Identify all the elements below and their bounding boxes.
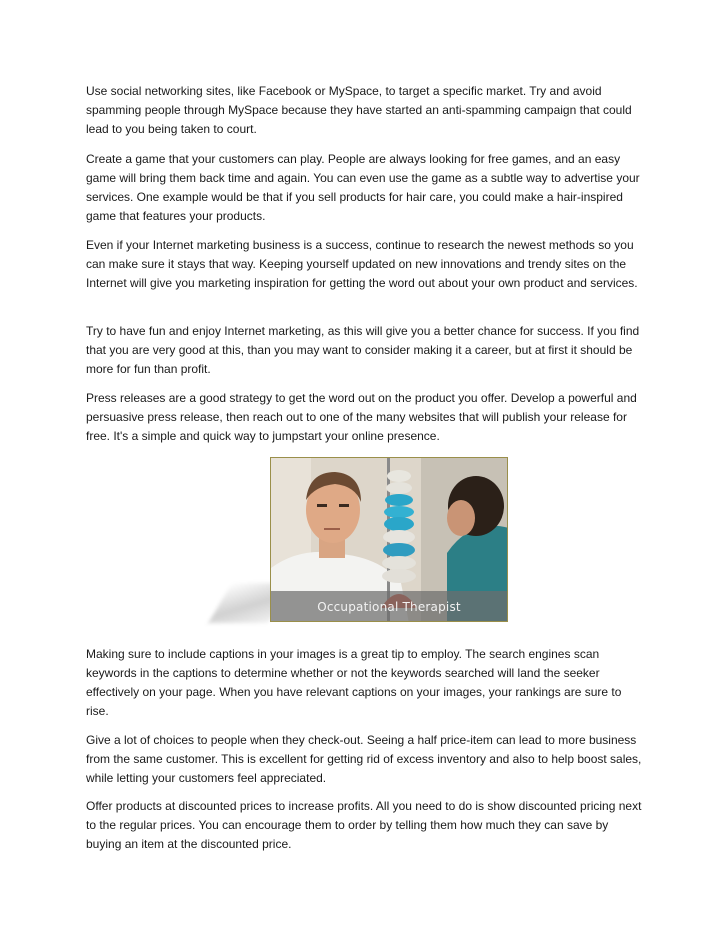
paragraph-checkout-choices: Give a lot of choices to people when they check-out. Seeing a half price-item can lead to more business from the same customer. This is excellent for getting rid of excess inventory and also to help boost sales, while letting your customers feel appreciated. xyxy=(86,733,642,785)
paragraph-captions: Making sure to include captions in your images is a great tip to employ. The search engines scan keywords in the captions to determine whether or not the keywords searched will land the seeker effectively on your page. When you have relevant captions on your images, your rankings are sure to rise. xyxy=(86,647,622,718)
paragraph-discounted-prices: Offer products at discounted prices to increase profits. All you need to do is show discounted pricing next to the regular prices. You can encourage them to order by telling them how much they can save by buying an item at the discounted price. xyxy=(86,799,642,851)
paragraph-have-fun: Try to have fun and enjoy Internet marketing, as this will give you a better chance for success. If you find that you are very good at this, than you may want to consider making it a career, but at first it should be more for fun than profit. xyxy=(86,324,640,376)
figure xyxy=(220,457,510,627)
image-caption: Occupational Therapist xyxy=(317,600,461,614)
paragraph-press-releases: Press releases are a good strategy to get the word out on the product you offer. Develop a powerful and persuasive press release, then reach out to one of the many websites that will publish your release for free. It's a simple and quick way to jumpstart your online presence. xyxy=(86,391,637,443)
paragraph-social-networking: Use social networking sites, like Facebook or MySpace, to target a specific market. Try and avoid spamming people through MySpace because they have started an anti-spamming campaign that could lead to you being taken to court. xyxy=(86,84,632,136)
therapist-photo xyxy=(270,457,508,622)
paragraph-research-methods: Even if your Internet marketing business is a success, continue to research the newest methods so you can make sure it stays that way. Keeping yourself updated on new innovations and trendy sites on the Internet will give you marketing inspiration for getting the word out about your own product and services. xyxy=(86,238,638,290)
paragraph-create-game: Create a game that your customers can play. People are always looking for free games, and an easy game will bring them back time and again. You can even use the game as a subtle way to advertise your services. One example would be that if you sell products for hair care, you could make a hair-inspired game that features your products. xyxy=(86,152,640,223)
caption-bar xyxy=(271,591,507,621)
